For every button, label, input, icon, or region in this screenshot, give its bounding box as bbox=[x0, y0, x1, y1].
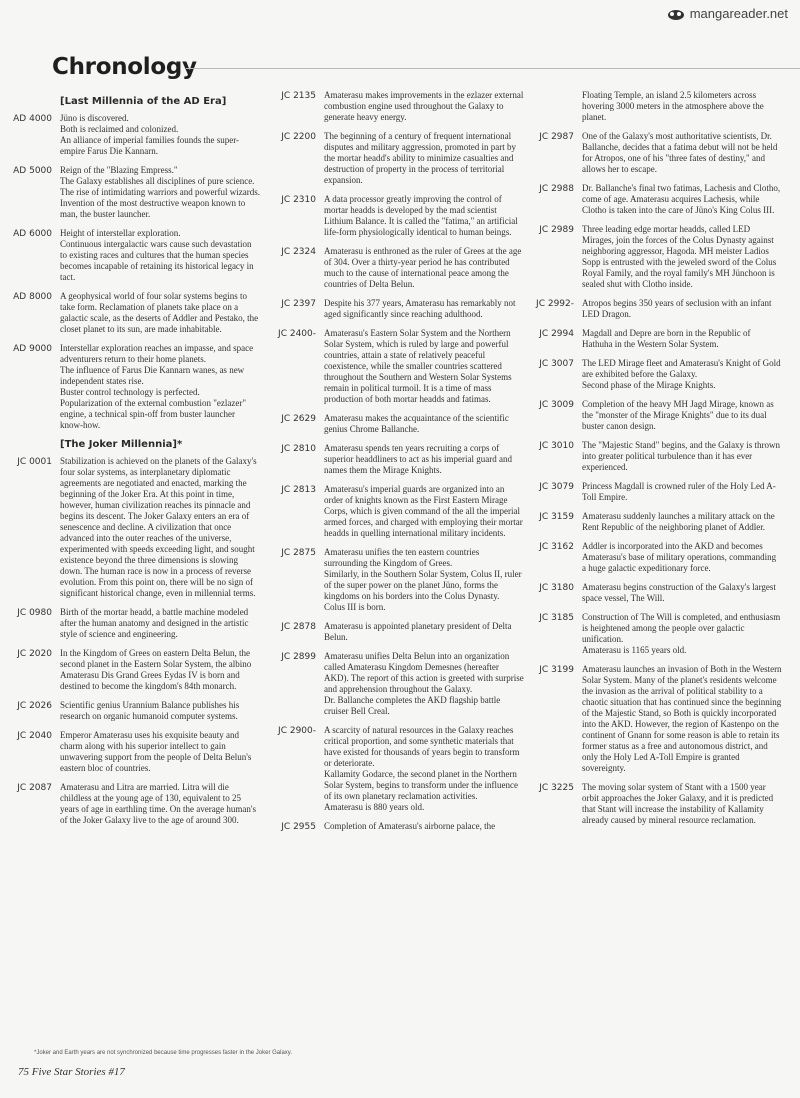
entry-text bbox=[324, 131, 524, 186]
entry-date: JC 2813 bbox=[281, 485, 316, 495]
entry-line: Magdall and Depre are born in the Republic of Hathuha in the Western Solar System. bbox=[582, 328, 751, 349]
entry-line: Birth of the mortar headd, a battle machine modeled after the human anatomy and designed in the artistic style of science and engineering. bbox=[60, 607, 249, 639]
entry-date: JC 2026 bbox=[17, 701, 52, 711]
watermark-text: mangareader.net bbox=[689, 6, 788, 21]
entry-line: Stabilization is achieved on the planets of the Galaxy's four solar systems, as interplanetary diplomatic agreements are negotiated and enacted, marking the beginning of the Joker Era. At this point in time, however, human civilization reaches its pinnacle and begins its descent. The Joker Galaxy enters an era of senescence and decline. A civilization that once advanced into the outer reaches of the universe, experimented with speeds exceeding light, and sought existence beyond the three dimensions is slowing down. The human race is now in a process of reverse evolution. From this point on, there will be no sign of significant historical change, even in millennial terms. bbox=[60, 456, 257, 598]
entry-date: JC 2810 bbox=[281, 444, 316, 454]
entry-line: Colus III is born. bbox=[324, 602, 386, 612]
entry-line: The rise of intimidating warriors and powerful wizards. bbox=[60, 187, 260, 197]
entry-line: Amaterasu's imperial guards are organized into an order of knights known as the First Eastern Mirage Corps, which is given command of the all the imperial armed forces, and charged with employing their mortar headds in quelling international military incidents. bbox=[324, 484, 523, 538]
entry-text bbox=[60, 291, 260, 335]
entry-text bbox=[324, 725, 524, 813]
entries-column-2 bbox=[264, 90, 526, 832]
timeline-entry bbox=[264, 194, 526, 238]
timeline-entry bbox=[264, 131, 526, 186]
entry-text bbox=[324, 443, 524, 476]
entry-line: A data processor greatly improving the control of mortar headds is developed by the mad scientist Lithium Balance. It is called the "fatima," an artificial life-form physiologically identical to human beings. bbox=[324, 194, 518, 237]
timeline-entry bbox=[0, 607, 262, 640]
entry-line: Amaterasu and Litra are married. Litra will die childless at the young age of 130, equivalent to 25 years of age in earthling time. On the average human's of the Joker Galaxy live to the age of around 300. bbox=[60, 782, 257, 825]
entry-date: JC 2875 bbox=[281, 548, 316, 558]
timeline-entry bbox=[264, 298, 526, 320]
timeline-entry bbox=[0, 730, 262, 774]
entry-line: Amaterasu is 1165 years old. bbox=[582, 645, 687, 655]
entry-line: Invention of the most destructive weapon known to man, the buster launcher. bbox=[60, 198, 246, 219]
timeline-entry bbox=[522, 664, 784, 774]
continuation-entry bbox=[522, 90, 784, 123]
title-divider bbox=[186, 68, 800, 69]
entry-date: JC 3162 bbox=[539, 542, 574, 552]
entry-line: Atropos begins 350 years of seclusion with an infant LED Dragon. bbox=[582, 298, 772, 319]
entry-line: Amaterasu unifies the ten eastern countries surrounding the Kingdom of Grees. bbox=[324, 547, 480, 568]
entry-text bbox=[582, 664, 782, 774]
entry-text bbox=[60, 165, 260, 220]
timeline-entry bbox=[0, 343, 262, 431]
entry-line: Amaterasu suddenly launches a military attack on the Rent Republic of the neighboring planet of Addler. bbox=[582, 511, 775, 532]
entry-date: JC 2020 bbox=[17, 649, 52, 659]
entry-line: Construction of The Will is completed, and enthusiasm is heightened among the people over galactic unification. bbox=[582, 612, 781, 644]
entry-line: A scarcity of natural resources in the Galaxy reaches critical proportion, and some synthetic materials that have existed for thousands of years begin to transform or deteriorate. bbox=[324, 725, 520, 768]
timeline-entry bbox=[522, 399, 784, 432]
entry-date: AD 8000 bbox=[13, 292, 52, 302]
timeline-entry bbox=[0, 700, 262, 722]
entry-line: A geophysical world of four solar systems begins to take form. Reclamation of planets take place on a galactic scale, as the deserts of Addler and Pestako, the closet planet to its sun, are made inhabitable. bbox=[60, 291, 259, 334]
entry-line: Amaterasu launches an invasion of Both in the Western Solar System. Many of the planet's residents welcome the invasion as the arrival of political stability to a chaotic situation that has continued since the beginning of the Majestic Stand, so Both is quickly incorporated into the AKD. However, the region of Kastenpo on the continent of Gnann for some reason is able to retain its former status as a free and autonomous district, and only the Holy Led A-Toll Empire is granted sovereignty. bbox=[582, 664, 782, 773]
timeline-entry bbox=[522, 541, 784, 574]
entry-date: JC 2955 bbox=[281, 822, 316, 832]
timeline-entry bbox=[264, 443, 526, 476]
entry-line: Reign of the "Blazing Empress." bbox=[60, 165, 178, 175]
timeline-entry bbox=[264, 547, 526, 613]
entry-line: Popularization of the external combustion "ezlazer" engine, a technical spin-off from buster launcher know-how. bbox=[60, 398, 247, 430]
timeline-entry bbox=[0, 228, 262, 283]
entry-text bbox=[324, 90, 524, 123]
entry-text bbox=[582, 224, 782, 290]
entry-text bbox=[582, 298, 782, 320]
timeline-entry bbox=[0, 165, 262, 220]
entry-line: The Galaxy establishes all disciplines of pure science. bbox=[60, 176, 255, 186]
entry-date: JC 2899 bbox=[281, 652, 316, 662]
entry-date: JC 2994 bbox=[539, 329, 574, 339]
entry-line: Similarly, in the Southern Solar System, Colus II, ruler of the super power on the planet Jüno, forms the kingdoms on his borders into the Colus Dynasty. bbox=[324, 569, 522, 601]
entry-line: Amaterasu unifies Delta Belun into an organization called Amaterasu Kingdom Demesnes (hereafter AKD). The report of this action is greeted with surprise and apprehension throughout the Galaxy. bbox=[324, 651, 524, 694]
entry-date: JC 2900- bbox=[278, 726, 316, 736]
entries-last-millennia bbox=[0, 113, 262, 431]
entry-line: Princess Magdall is crowned ruler of the Holy Led A-Toll Empire. bbox=[582, 481, 776, 502]
entry-line: Completion of Amaterasu's airborne palace, the bbox=[324, 821, 496, 831]
entry-line: Second phase of the Mirage Knights. bbox=[582, 380, 716, 390]
entry-text bbox=[582, 358, 782, 391]
timeline-entry bbox=[264, 651, 526, 717]
timeline-entry bbox=[522, 782, 784, 826]
entry-date: JC 2087 bbox=[17, 783, 52, 793]
entry-line: The "Majestic Stand" begins, and the Galaxy is thrown into greater political turbulence than it has ever experienced. bbox=[582, 440, 781, 472]
entry-line: Amaterasu makes the acquaintance of the scientific genius Chrome Ballanche. bbox=[324, 413, 509, 434]
timeline-entry bbox=[0, 456, 262, 599]
timeline-entry bbox=[522, 582, 784, 604]
entry-text bbox=[60, 113, 260, 157]
entry-date: JC 3180 bbox=[539, 583, 574, 593]
timeline-entry bbox=[522, 440, 784, 473]
entry-date: JC 2987 bbox=[539, 132, 574, 142]
entry-line: Floating Temple, an island 2.5 kilometers across hovering 3000 meters in the atmosphere above the planet. bbox=[582, 90, 764, 122]
entry-text bbox=[60, 648, 260, 692]
entry-text bbox=[582, 782, 782, 826]
timeline-entry bbox=[522, 328, 784, 350]
timeline-entry bbox=[522, 183, 784, 216]
timeline-entry bbox=[0, 648, 262, 692]
entry-date: JC 0001 bbox=[17, 457, 52, 467]
entry-date: AD 5000 bbox=[13, 166, 52, 176]
timeline-entry bbox=[522, 298, 784, 320]
entry-text bbox=[60, 456, 260, 599]
entry-text bbox=[324, 621, 524, 643]
timeline-entry bbox=[264, 413, 526, 435]
entry-text bbox=[324, 413, 524, 435]
entry-text bbox=[324, 484, 524, 539]
entry-text bbox=[582, 131, 782, 175]
timeline-entry bbox=[522, 131, 784, 175]
timeline-entry bbox=[522, 511, 784, 533]
timeline-entry bbox=[264, 90, 526, 123]
entry-line: Kallamity Godarce, the second planet in the Northern Solar System, begins to transform under the influence of its own planetary reclamation activities. bbox=[324, 769, 518, 801]
timeline-entry bbox=[264, 246, 526, 290]
entry-date: JC 2200 bbox=[281, 132, 316, 142]
entry-date: JC 2629 bbox=[281, 414, 316, 424]
entry-text bbox=[582, 481, 782, 503]
entry-line: Amaterasu is enthroned as the ruler of Grees at the age of 304. Over a thirty-year period he has contributed much to the cause of international peace among the countries of Delta Belun. bbox=[324, 246, 522, 289]
section-heading-joker: [The Joker Millennia]* bbox=[60, 439, 183, 450]
entry-line: One of the Galaxy's most authoritative scientists, Dr. Ballanche, decides that a fatima debut will not be held for Atropos, one of his "three fates of destiny," and allows her to escape. bbox=[582, 131, 778, 174]
continuation-text bbox=[582, 90, 782, 123]
entry-line: Dr. Ballanche completes the AKD flagship battle cruiser Bell Creal. bbox=[324, 695, 501, 716]
column-1 bbox=[0, 96, 262, 834]
entry-date: JC 2878 bbox=[281, 622, 316, 632]
entry-line: The beginning of a century of frequent international disputes and military aggression, promoted in part by the mortar headd's ability to minimize casualties and destruction of property in the process of territorial expansion. bbox=[324, 131, 516, 185]
timeline-entry bbox=[0, 782, 262, 826]
entry-date: JC 3225 bbox=[539, 783, 574, 793]
timeline-entry bbox=[0, 291, 262, 335]
entry-line: Jüno is discovered. bbox=[60, 113, 129, 123]
entry-line: Three leading edge mortar headds, called LED Mirages, join the forces of the Colus Dynasty against neighboring aggressor, Hagoda. MH meister Ladios Sopp is entrusted with the jeweled sword of the Colus Royal Family, and the royal family's MH Jünchoon is sealed shut with Clotho inside. bbox=[582, 224, 777, 289]
entry-text bbox=[60, 700, 260, 722]
page-title: Chronology bbox=[52, 54, 197, 80]
watermark bbox=[666, 6, 788, 21]
entry-date: JC 3079 bbox=[539, 482, 574, 492]
entry-date: JC 2400- bbox=[278, 329, 316, 339]
entry-line: Emperor Amaterasu uses his exquisite beauty and charm along with his superior intellect to gain unwavering support from the people of Delta Belun's eastern bloc of countries. bbox=[60, 730, 252, 773]
entry-text bbox=[324, 298, 524, 320]
entry-line: The influence of Farus Die Kannarn wanes, as new independent states rise. bbox=[60, 365, 245, 386]
entry-line: Completion of the heavy MH Jagd Mirage, known as the "monster of the Mirage Knights" due to its dual buster canon design. bbox=[582, 399, 774, 431]
entry-date: JC 2135 bbox=[281, 91, 316, 101]
entry-line: Scientific genius Urannium Balance publishes his research on organic humanoid computer systems. bbox=[60, 700, 240, 721]
entry-text bbox=[324, 194, 524, 238]
timeline-entry bbox=[264, 725, 526, 813]
entry-text bbox=[60, 228, 260, 283]
entry-date: AD 9000 bbox=[13, 344, 52, 354]
entry-text bbox=[582, 328, 782, 350]
entry-line: Height of interstellar exploration. bbox=[60, 228, 181, 238]
entry-text bbox=[60, 782, 260, 826]
column-2 bbox=[264, 90, 526, 840]
timeline-entry bbox=[264, 328, 526, 405]
entry-date: JC 3199 bbox=[539, 665, 574, 675]
manga-logo-icon bbox=[666, 7, 686, 21]
entry-date: JC 2988 bbox=[539, 184, 574, 194]
entry-line: Both is reclaimed and colonized. bbox=[60, 124, 179, 134]
entry-date: JC 3159 bbox=[539, 512, 574, 522]
entry-text bbox=[582, 511, 782, 533]
entry-line: The moving solar system of Stant with a 1500 year orbit approaches the Joker Galaxy, and it is predicted that Stant will increase the instability of Kallamity already caused by mineral resource reclamation. bbox=[582, 782, 774, 825]
entry-text bbox=[60, 730, 260, 774]
entry-text bbox=[582, 582, 782, 604]
entry-line: In the Kingdom of Grees on eastern Delta Belun, the second planet in the Eastern Solar System, the albino Amaterasu Dis Grand Grees Eydas IV is born and destined to become the kingdom's 84th monarch. bbox=[60, 648, 252, 691]
entry-line: Amaterasu spends ten years recruiting a corps of superior headdliners to act as his imperial guard and names them the Mirage Knights. bbox=[324, 443, 512, 475]
entry-text bbox=[324, 547, 524, 613]
entry-text bbox=[324, 328, 524, 405]
footnote: *Joker and Earth years are not synchronized because time progresses faster in the Joker Galaxy. bbox=[34, 1050, 293, 1056]
entry-line: Amaterasu's Eastern Solar System and the Northern Solar System, which is ruled by large and powerful countries, attain a state of relatively peaceful coexistence, while the smaller countries scattered throughout the Southern and Western Solar Systems remain in political turmoil. It is a time of mass production of both mortar headds and fatimas. bbox=[324, 328, 512, 404]
entry-text bbox=[582, 541, 782, 574]
entry-line: Dr. Ballanche's final two fatimas, Lachesis and Clotho, come of age. Amaterasu acquires Lachesis, while Clotho is taken into the care of Jüno's King Colus III. bbox=[582, 183, 781, 215]
entry-text bbox=[582, 399, 782, 432]
entry-date: JC 3009 bbox=[539, 400, 574, 410]
entry-date: JC 3007 bbox=[539, 359, 574, 369]
entry-line: Amaterasu makes improvements in the ezlazer external combustion engine used throughout the Galaxy to generate heavy energy. bbox=[324, 90, 524, 122]
entries-joker bbox=[0, 456, 262, 826]
entry-text bbox=[324, 651, 524, 717]
entry-line: Addler is incorporated into the AKD and becomes Amaterasu's base of military operations, commanding a huge galactic expeditionary force. bbox=[582, 541, 777, 573]
entry-line: The LED Mirage fleet and Amaterasu's Knight of Gold are exhibited before the Galaxy. bbox=[582, 358, 781, 379]
timeline-entry bbox=[522, 358, 784, 391]
entries-column-3 bbox=[522, 131, 784, 826]
timeline-entry bbox=[522, 612, 784, 656]
entry-text bbox=[324, 246, 524, 290]
entry-date: JC 2040 bbox=[17, 731, 52, 741]
entry-date: AD 6000 bbox=[13, 229, 52, 239]
entry-date: JC 2397 bbox=[281, 299, 316, 309]
entry-date: JC 2310 bbox=[281, 195, 316, 205]
column-3 bbox=[522, 90, 784, 834]
timeline-entry bbox=[0, 113, 262, 157]
entry-line: An alliance of imperial families founds the super-empire Farus Die Kannarn. bbox=[60, 135, 240, 156]
timeline-entry bbox=[264, 621, 526, 643]
entry-text bbox=[582, 440, 782, 473]
page-footer: 75 Five Star Stories #17 bbox=[18, 1066, 125, 1078]
entry-text bbox=[582, 612, 782, 656]
entry-date: JC 2989 bbox=[539, 225, 574, 235]
timeline-entry bbox=[264, 484, 526, 539]
entry-date: JC 3185 bbox=[539, 613, 574, 623]
entry-date: AD 4000 bbox=[13, 114, 52, 124]
entry-text bbox=[60, 607, 260, 640]
entry-text bbox=[60, 343, 260, 431]
entry-date: JC 0980 bbox=[17, 608, 52, 618]
entry-line: Amaterasu is appointed planetary president of Delta Belun. bbox=[324, 621, 512, 642]
entry-line: Amaterasu begins construction of the Galaxy's largest space vessel, The Will. bbox=[582, 582, 776, 603]
timeline-entry bbox=[522, 481, 784, 503]
entry-date: JC 2992- bbox=[536, 299, 574, 309]
entry-date: JC 2324 bbox=[281, 247, 316, 257]
entry-line: Continuous intergalactic wars cause such devastation to existing races and cultures that the human species becomes incapable of retaining its historical legacy in tact. bbox=[60, 239, 254, 282]
timeline-entry bbox=[522, 224, 784, 290]
entry-text bbox=[324, 821, 524, 832]
entry-line: Interstellar exploration reaches an impasse, and space adventurers return to their home planets. bbox=[60, 343, 254, 364]
entry-line: Buster control technology is perfected. bbox=[60, 387, 200, 397]
timeline-entry bbox=[264, 821, 526, 832]
entry-line: Amaterasu is 880 years old. bbox=[324, 802, 425, 812]
section-heading-last-millennia: [Last Millennia of the AD Era] bbox=[60, 96, 227, 107]
entry-line: Despite his 377 years, Amaterasu has remarkably not aged significantly since reaching adulthood. bbox=[324, 298, 516, 319]
entry-date: JC 3010 bbox=[539, 441, 574, 451]
entry-text bbox=[582, 183, 782, 216]
